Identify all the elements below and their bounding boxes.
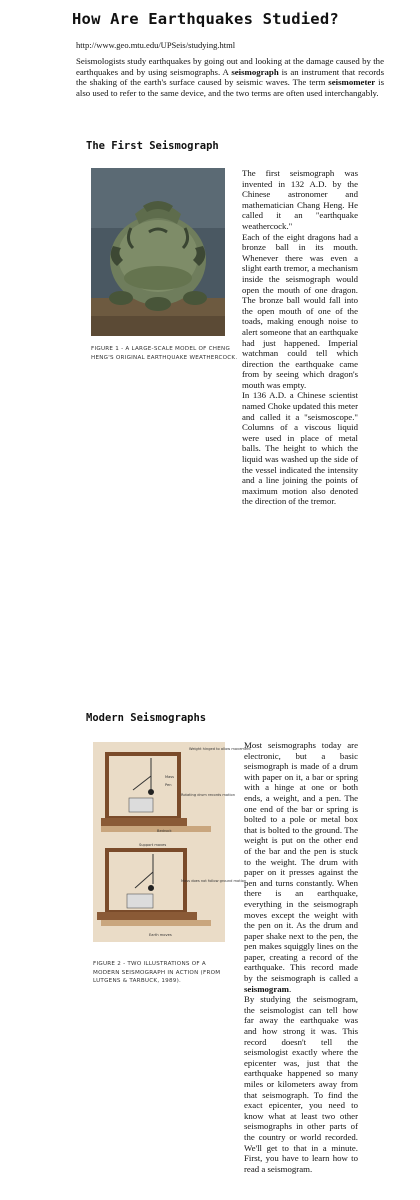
intro-text-3: is also used to refer to the same device, and the two terms are often used interchangably.	[76, 77, 385, 99]
label-rotating-drum: Rotating drum records motion	[181, 793, 236, 797]
modern-paragraph-1-text: Most seismographs today are electronic, but a basic seismograph is made of a drum with paper on it, a bar or spring with a hinge at one or both ends, a weight, and a pen. The one end of the bar or spring is bolted to a pole or metal box that is bolted to the ground. The weight is put on the other end of the bar and the pen is stuck to the weight. The drum with paper on it presses against the pen and turns constantly. When there is an earthquake, everything in the seismograph moves except the weight with the pen on it. As the drum and paper shake next to the pen, the pen makes squiggly lines on the paper, creating a record of the earthquake. This record made by the seismograph is called a	[244, 740, 358, 984]
modern-paragraph-2: By studying the seismogram, the seismologist can tell how far away the earthquake was and how strong it was. This record doesn't tell the seismologist exactly where the epicenter was, just that the earthquake happened so many miles or kilometers away from that seismograph. To find the exact epicenter, you need to know what at least two other seismographs in other parts of the country or world recorded. We'll get to that in a minute. First, you have to learn how to read a seismogram.	[244, 994, 358, 1174]
intro-term-seismograph: seismograph	[231, 66, 279, 77]
weathercock-illustration	[91, 168, 225, 336]
label-support-moves: Support moves	[139, 843, 167, 847]
weathercock-photo	[91, 168, 225, 336]
first-paragraph-1: The first seismograph was invented in 132 A.D. by the Chinese astronomer and mathematician Chang Heng. He called it an "earthquake weathercock."	[242, 168, 358, 231]
term-seismogram: seismogram	[244, 983, 289, 994]
intro-text-1: Seismologists study earthquakes by going out and looking at the damage caused by the earthquakes and by using seismographs. A	[76, 56, 384, 77]
modern-paragraph-1	[244, 740, 358, 994]
figure-2-caption: FIGURE 2 - TWO ILLUSTRATIONS OF A MODERN SEISMOGRAPH IN ACTION (FROM LUTGENS & TARBUCK, 1989).	[93, 961, 221, 985]
heading-first-seismograph: The First Seismograph	[86, 140, 219, 152]
heading-modern-seismographs: Modern Seismographs	[86, 712, 207, 724]
modern-paragraph-1-end: .	[288, 983, 292, 994]
label-pen: Pen	[165, 783, 172, 787]
figure-1-caption: FIGURE 1 - A LARGE-SCALE MODEL OF CHENG HENG'S ORIGINAL EARTHQUAKE WEATHERCOCK.	[91, 346, 238, 361]
source-url[interactable]: http://www.geo.mtu.edu/UPSeis/studying.html	[76, 40, 236, 50]
intro-text-2: is an instrument that records the shaking of the earth's surface caused by seismic waves. The term	[76, 66, 384, 88]
first-seismograph-text	[242, 168, 358, 507]
intro-term-seismometer: seismometer	[328, 77, 376, 88]
label-weight-hinged: Weight hinged to allow movement	[189, 747, 251, 751]
page-title: How Are Earthquakes Studied?	[72, 10, 339, 28]
label-bedrock: Bedrock	[157, 829, 172, 833]
first-paragraph-2: Each of the eight dragons had a bronze ball in its mouth. Whenever there was even a slight earth tremor, a mechanism inside the seismograph would open the mouth of one dragon. The bronze ball would fall into the open mouth of one of the toads, making enough noise to alert someone that an earthquake had just happened. Imperial watchman could tell which direction the earthquake came from by seeing which dragon's mouth was empty.	[242, 231, 358, 390]
modern-seismographs-text	[244, 740, 358, 1174]
seismograph-illustration	[93, 742, 251, 942]
label-mass-does-not-follow: Mass does not follow ground motion	[181, 879, 247, 883]
label-earth-moves: Earth moves	[149, 933, 172, 937]
label-mass: Mass	[165, 775, 175, 779]
first-paragraph-3: In 136 A.D. a Chinese scientist named Choke updated this meter and called it a "seismoscope." Columns of a viscous liquid were used in place of metal balls. The height to which the liquid was washed up the side of the vessel indicated the intensity and a line joining the points of maximum motion also denoted the direction of the tremor.	[242, 390, 358, 507]
seismograph-diagram	[93, 742, 251, 942]
intro-paragraph	[76, 56, 384, 99]
